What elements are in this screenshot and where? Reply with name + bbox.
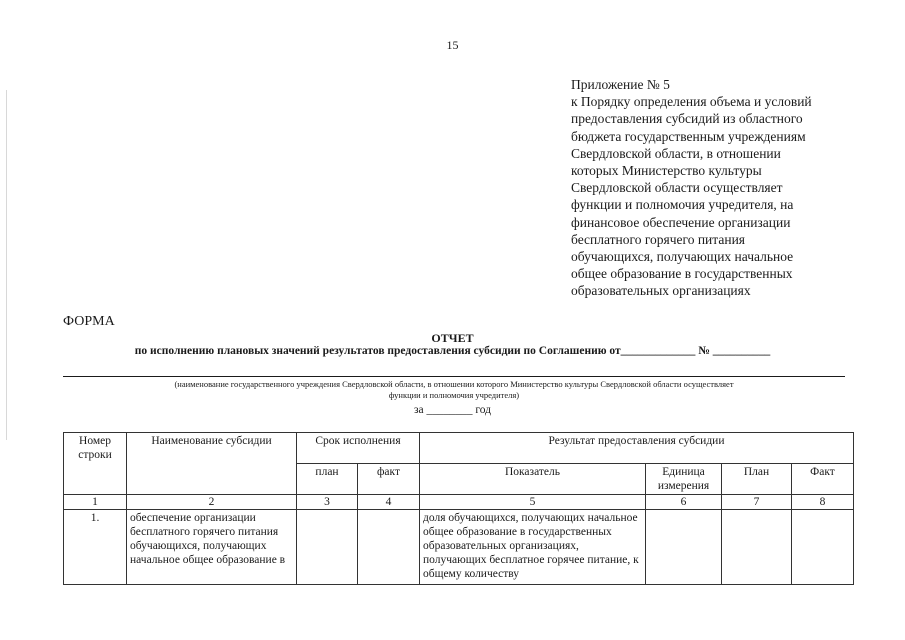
row-number: 1. — [64, 510, 127, 585]
column-number: 2 — [127, 495, 297, 510]
table-row — [64, 510, 854, 585]
row-subsidy: обеспечение организации бесплатного горячего питания обучающихся, получающих начальное общее образование в — [130, 512, 286, 566]
header-indicator: Показатель — [420, 464, 646, 495]
scan-margin-line — [6, 90, 7, 440]
appendix-line: Приложение № 5 — [571, 77, 670, 92]
appendix-line: к Порядку определения объема и условий — [571, 94, 812, 110]
results-table — [63, 432, 854, 585]
appendix-line: Свердловской области осуществляет — [571, 180, 783, 196]
organization-hint — [63, 379, 845, 401]
report-period: за ________ год — [413, 404, 492, 416]
organization-hint-line: функции и полномочия учредителя) — [388, 390, 520, 400]
appendix-line: функции и полномочия учредителя, на — [571, 197, 794, 213]
report-title: ОТЧЕТ — [431, 331, 474, 345]
column-number: 4 — [358, 495, 420, 510]
column-number: 5 — [420, 495, 646, 510]
row-subsidy-cell — [127, 510, 297, 585]
appendix-note — [571, 76, 871, 300]
organization-name-line — [63, 376, 845, 377]
row-plan-value — [722, 510, 792, 585]
column-number: 6 — [646, 495, 722, 510]
row-indicator-cell — [420, 510, 646, 585]
appendix-line: бюджета государственным учреждениям — [571, 128, 806, 144]
page-number: 15 — [446, 38, 459, 52]
header-fact-value: Факт — [792, 464, 854, 495]
report-subtitle: по исполнению плановых значений результатов предоставления субсидии по Соглашению от_____________ № __________ — [134, 345, 771, 357]
header-subsidy-name: Наименование субсидии — [127, 433, 297, 495]
header-row-number: Номер строки — [64, 433, 127, 495]
column-number: 3 — [297, 495, 358, 510]
header-term: Срок исполнения — [297, 433, 420, 464]
header-row — [64, 433, 854, 464]
column-number: 1 — [64, 495, 127, 510]
column-number: 7 — [722, 495, 792, 510]
appendix-line: финансовое обеспечение организации — [571, 214, 791, 230]
column-number: 8 — [792, 495, 854, 510]
appendix-line: Свердловской области, в отношении — [571, 145, 781, 161]
appendix-line: бесплатного горячего питания — [571, 231, 745, 247]
appendix-line: которых Министерство культуры — [571, 163, 762, 179]
appendix-line: предоставления субсидий из областного — [571, 111, 803, 127]
header-plan: план — [297, 464, 358, 495]
appendix-line: образовательных организациях — [571, 283, 751, 299]
column-number-row — [64, 495, 854, 510]
forma-label: ФОРМА — [63, 314, 115, 329]
appendix-line: обучающихся, получающих начальное — [571, 249, 794, 265]
header-result: Результат предоставления субсидии — [420, 433, 854, 464]
row-indicator: доля обучающихся, получающих начальное общее образование в государственных образовательных организациях, получающих бесплатное горячее питание, к общему количеству — [423, 512, 639, 580]
row-unit — [646, 510, 722, 585]
appendix-line: общее образование в государственных — [571, 266, 793, 282]
header-unit: Единица измерения — [646, 464, 722, 495]
row-fact-date — [358, 510, 420, 585]
header-plan-value: План — [722, 464, 792, 495]
row-fact-value — [792, 510, 854, 585]
header-fact: факт — [358, 464, 420, 495]
row-plan-date — [297, 510, 358, 585]
organization-hint-line: (наименование государственного учреждения Свердловской области, в отношении которого Министерство культуры Свердловской области осуществляет — [174, 379, 734, 389]
